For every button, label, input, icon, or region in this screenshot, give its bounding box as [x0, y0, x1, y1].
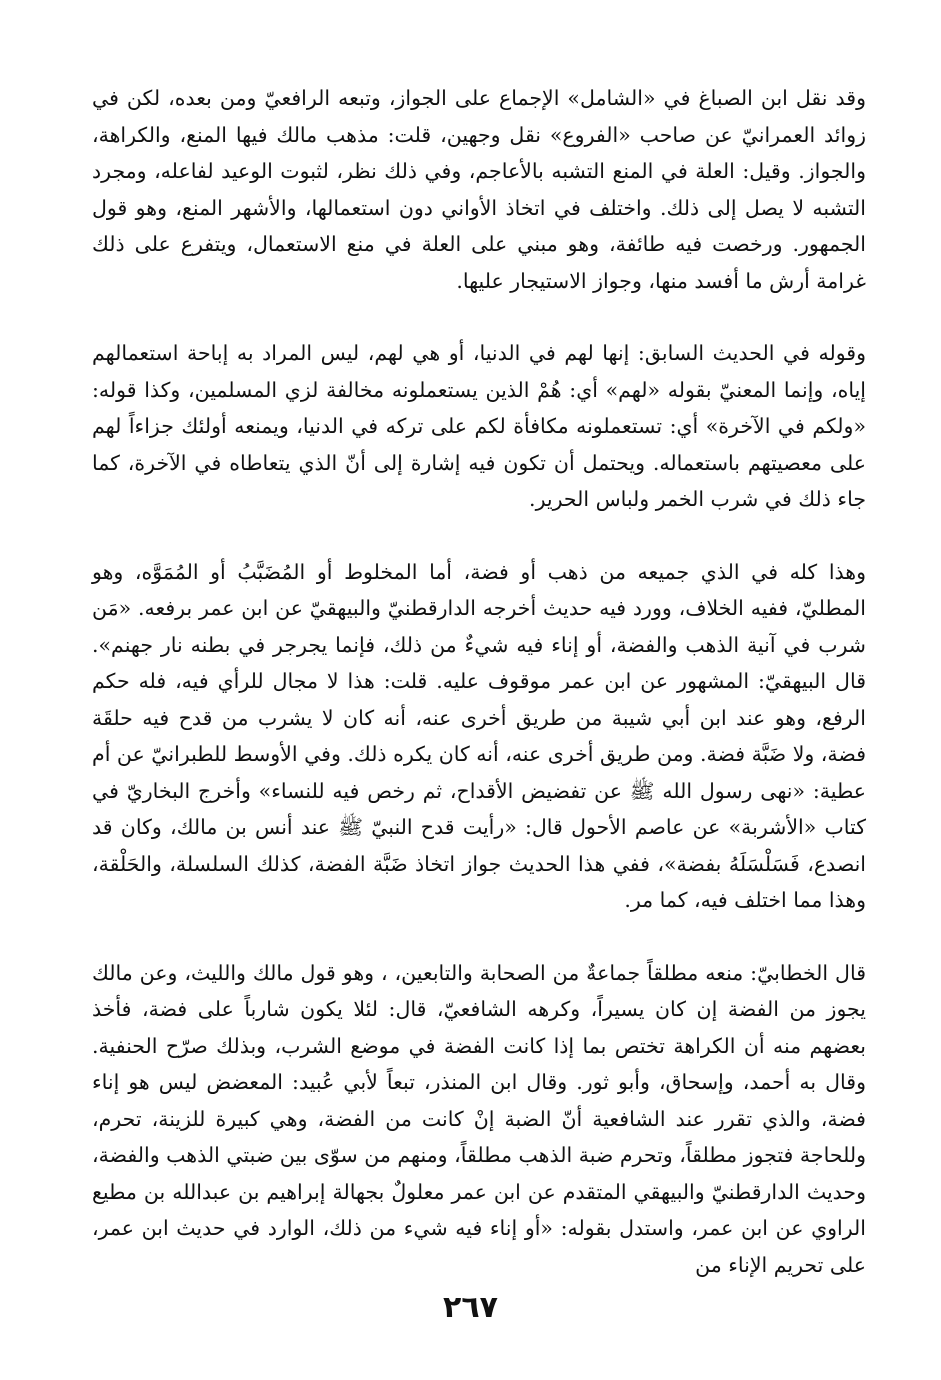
- document-page: [92, 80, 866, 1283]
- paragraph-4: قال الخطابيّ: منعه مطلقاً جماعةٌ من الصحابة والتابعين، ، وهو قول مالك والليث، وعن مالك يجوز من الفضة إن كان يسيراً، وكرهه الشافعيّ، قال: لئلا يكون شارباً على فضة، فأخذ بعضهم منه أن الكراهة تختص بما إذا كانت الفضة في موضع الشرب، وبذلك صرّح الحنفية. وقال به أحمد، وإسحاق، وأبو ثور. وقال ابن المنذر، تبعاً لأبي عُبيد: المعضض ليس هو إناء فضة، والذي تقرر عند الشافعية أنّ الضبة إنْ كانت من الفضة، وهي كبيرة للزينة، تحرم، وللحاجة فتجوز مطلقاً، وتحرم ضبة الذهب مطلقاً، ومنهم من سوّى بين ضبتي الذهب والفضة، وحديث الدارقطنيّ والبيهقي المتقدم عن ابن عمر معلولٌ بجهالة إبراهيم بن عبدالله بن مطيع الراوي عن ابن عمر، واستدل بقوله: «أو إناء فيه شيء من ذلك، الوارد في حديث ابن عمر، على تحريم الإناء من: [92, 960, 866, 1277]
- page-number: ٢٦٧: [443, 1290, 498, 1325]
- paragraph-1: وقد نقل ابن الصباغ في «الشامل» الإجماع على الجواز، وتبعه الرافعيّ ومن بعده، لكن في زوائد العمرانيّ عن صاحب «الفروع» نقل وجهين، قلت: مذهب مالك فيها المنع، والكراهة، والجواز. وقيل: العلة في المنع التشبه بالأعاجم، وفي ذلك نظر، لثبوت الوعيد لفاعله، ومجرد التشبه لا يصل إلى ذلك. واختلف في اتخاذ الأواني دون استعمالها، والأشهر المنع، وهو قول الجمهور. ورخصت فيه طائفة، وهو مبني على العلة في منع الاستعمال، ويتفرع على ذلك غرامة أرش ما أفسد منها، وجواز الاستيجار عليها.: [92, 86, 866, 293]
- paragraph-2: وقوله في الحديث السابق: إنها لهم في الدنيا، أو هي لهم، ليس المراد به إباحة استعمالهم إياه، وإنما المعنيّ بقوله «لهم» أي: هُمْ الذين يستعملونه مخالفة لزي المسلمين، وكذا قوله: «ولكم في الآخرة» أي: تستعملونه مكافأة لكم على تركه في الدنيا، ويمنعه أولئك جزاءاً لهم على معصيتهم باستعماله. ويحتمل أن تكون فيه إشارة إلى أنّ الذي يتعاطاه في الآخرة، كما جاء ذلك في شرب الخمر ولباس الحرير.: [92, 341, 866, 511]
- paragraph-3: وهذا كله في الذي جميعه من ذهب أو فضة، أما المخلوط أو المُضَبَّبُ أو المُمَوَّه، وهو المطليّ، ففيه الخلاف، وورد فيه حديث أخرجه الدارقطنيّ والبيهقيّ عن ابن عمر برفعه. «مَن شرب في آنية الذهب والفضة، أو إناء فيه شيءٌ من ذلك، فإنما يجرجر في بطنه نار جهنم». قال البيهقيّ: المشهور عن ابن عمر موقوف عليه. قلت: هذا لا مجال للرأي فيه، فله حكم الرفع، وهو عند ابن أبي شيبة من طريق أخرى عنه، أنه كان لا يشرب من قدح فيه حلقَة فضة، ولا ضَبَّة فضة. ومن طريق أخرى عنه، أنه كان يكره ذلك. وفي الأوسط للطبرانيّ عن أم عطية: «نهى رسول الله ﷺ عن تفضيض الأقداح، ثم رخص فيه للنساء» وأخرج البخاريّ في كتاب «الأشربة» عن عاصم الأحول قال: «رأيت قدح النبيّ ﷺ عند أنس بن مالك، وكان قد انصدع، فَسَلْسَلَهُ بفضة»، ففي هذا الحديث جواز اتخاذ ضَبَّة الفضة، كذلك السلسلة، والحَلْقة، وهذا مما اختلف فيه، كما مر.: [92, 559, 866, 912]
